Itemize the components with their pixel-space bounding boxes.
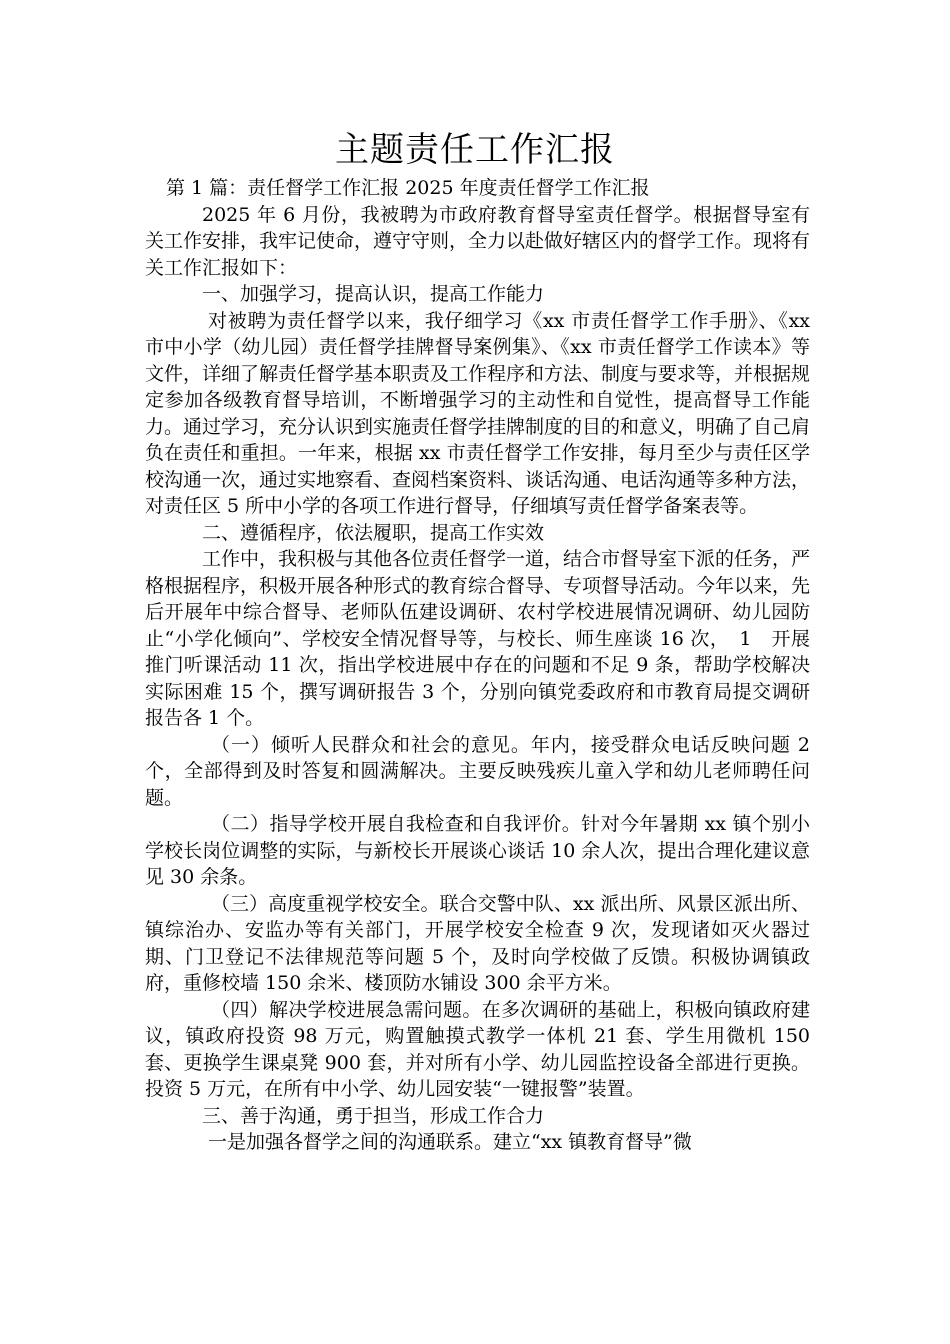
paragraph: （四）解决学校进展急需问题。在多次调研的基础上，积极向镇政府建议，镇政府投资 98 万元，购置触摸式教学一体机 21 套、学生用微机 150 套、更换学生课桌凳 900 套，并对所有小学、幼儿园监控设备全部进行更换。投资 5 万元，在所有中小学、幼儿园安装“一键报警”装置。 <box>145 998 810 1100</box>
section-heading: 一、加强学习，提高认识，提高工作能力 <box>202 283 545 305</box>
paragraph: （二）指导学校开展自我检查和自我评价。针对今年暑期 xx 镇个别小学校长岗位调整的实际，与新校长开展谈心谈话 10 余人次，提出合理化建议意见 30 余条。 <box>145 813 810 888</box>
document-title: 主题责任工作汇报 <box>335 130 615 170</box>
section-heading: 三、善于沟通，勇于担当，形成工作合力 <box>202 1104 545 1127</box>
paragraph: 2025 年 6 月份，我被聘为市政府教育督导室责任督学。根据督导室有关工作安排，我牢记使命，遵守守则，全力以赴做好辖区内的督学工作。现将有关工作汇报如下： <box>145 203 811 279</box>
section-heading: 二、遵循程序，依法履职，提高工作实效 <box>202 521 545 544</box>
paragraph: 一是加强各督学之间的沟通联系。建立“xx 镇教育督导”微 <box>208 1131 692 1153</box>
paragraph: 工作中，我积极与其他各位责任督学一道，结合市督导室下派的任务，严格根据程序，积极开展各种形式的教育综合督导、专项督导活动。今年以来，先后开展年中综合督导、老师队伍建设调研、农村学校进展情况调研、幼儿园防止“小学化倾向”、学校安全情况督导等，与校长、师生座谈 16 次， 1 开展推门听课活动 11 次，指出学校进展中存在的问题和不足 9 条，帮助学校解决实际困难 15 个，撰写调研报告 3 个，分别向镇党委政府和市教育局提交调研报告各 1 个。 <box>145 548 811 729</box>
paragraph: （一）倾听人民群众和社会的意见。年内，接受群众电话反映问题 2 个，全部得到及时答复和圆满解决。主要反映残疾儿童入学和幼儿老师聘任问题。 <box>145 733 810 809</box>
paragraph: 对被聘为责任督学以来，我仔细学习《xx 市责任督学工作手册》、《xx 市中小学（幼儿园）责任督学挂牌督导案例集》、《xx 市责任督学工作读本》等文件，详细了解责任督学基本职责及工作程序和方法、制度与要求等，并根据规定参加各级教育督导培训，不断增强学习的主动性和自觉性，提高督导工作能力。通过学习，充分认识到实施责任督学挂牌制度的目的和意义，明确了自己肩负在责任和重担。一年来，根据 xx 市责任督学工作安排，每月至少与责任区学校沟通一次，通过实地察看、查阅档案资料、谈话沟通、电话沟通等多种方法，对责任区 5 所中小学的各项工作进行督导，仔细填写责任督学备案表等。 <box>145 309 811 517</box>
paragraph: （三）高度重视学校安全。联合交警中队、xx 派出所、风景区派出所、镇综治办、安监办等有关部门，开展学校安全检查 9 次，发现诸如灭火器过期、门卫登记不法律规范等问题 5 个，及时向学校做了反馈。积极协调镇政府，重修校墙 150 余米、楼顶防水铺设 300 余平方米。 <box>145 892 810 994</box>
document-subtitle: 第 1 篇：责任督学工作汇报 2025 年度责任督学工作汇报 <box>166 177 650 199</box>
document-body <box>145 175 810 1156</box>
